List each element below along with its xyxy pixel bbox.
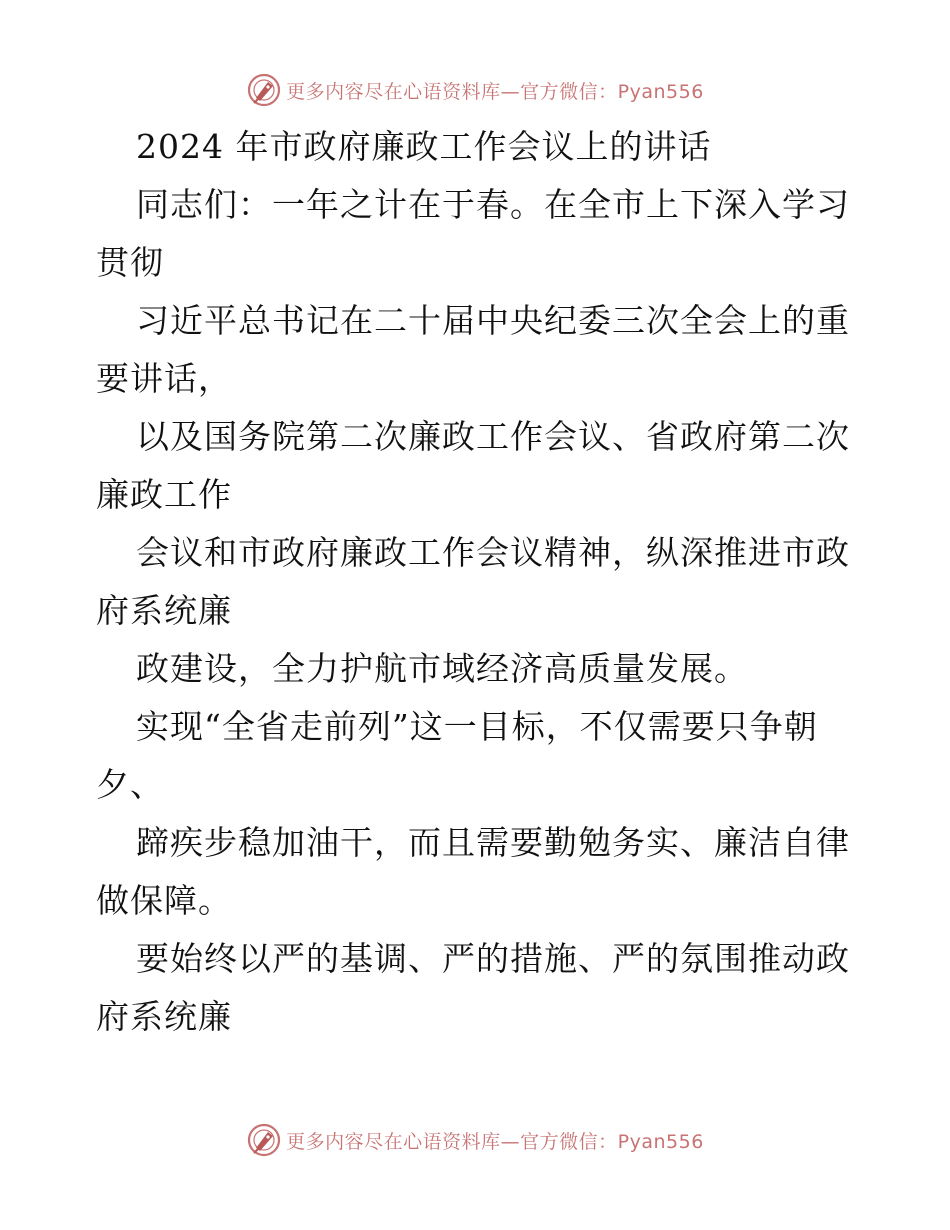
paragraph-line: 府系统廉 (96, 997, 232, 1036)
header-banner (0, 70, 950, 110)
pen-nib-logo-icon (246, 72, 282, 108)
paragraph-line: 要讲话， (96, 359, 232, 398)
paragraph-line: 政建设，全力护航市域经济高质量发展。 (136, 649, 748, 688)
paragraph-line: 习近平总书记在二十届中央纪委三次全会上的重 (136, 301, 850, 340)
paragraph-line: 廉政工作 (96, 475, 232, 514)
document-body (96, 118, 856, 1046)
paragraph-line: 实现“全省走前列”这一目标，不仅需要只争朝 (136, 707, 818, 746)
pen-nib-logo-icon (246, 1122, 282, 1158)
header-banner-text: 更多内容尽在心语资料库—官方微信：Pyan556 (286, 80, 704, 103)
document-title: 2024 年市政府廉政工作会议上的讲话 (136, 127, 712, 166)
paragraph-line: 夕、 (96, 765, 164, 804)
paragraph-line: 同志们：一年之计在于春。在全市上下深入学习 (136, 185, 850, 224)
paragraph-line: 要始终以严的基调、严的措施、严的氛围推动政 (136, 939, 850, 978)
paragraph-line: 做保障。 (96, 881, 232, 920)
paragraph-line: 府系统廉 (96, 591, 232, 630)
paragraph-line: 会议和市政府廉政工作会议精神，纵深推进市政 (136, 533, 850, 572)
header-banner-content (246, 72, 704, 108)
footer-banner-text: 更多内容尽在心语资料库—官方微信：Pyan556 (286, 1130, 704, 1153)
paragraph-line: 蹄疾步稳加油干，而且需要勤勉务实、廉洁自律 (136, 823, 850, 862)
paragraph-line: 贯彻 (96, 243, 164, 282)
footer-banner-content (246, 1122, 704, 1158)
footer-banner (0, 1120, 950, 1160)
paragraph-line: 以及国务院第二次廉政工作会议、省政府第二次 (136, 417, 850, 456)
